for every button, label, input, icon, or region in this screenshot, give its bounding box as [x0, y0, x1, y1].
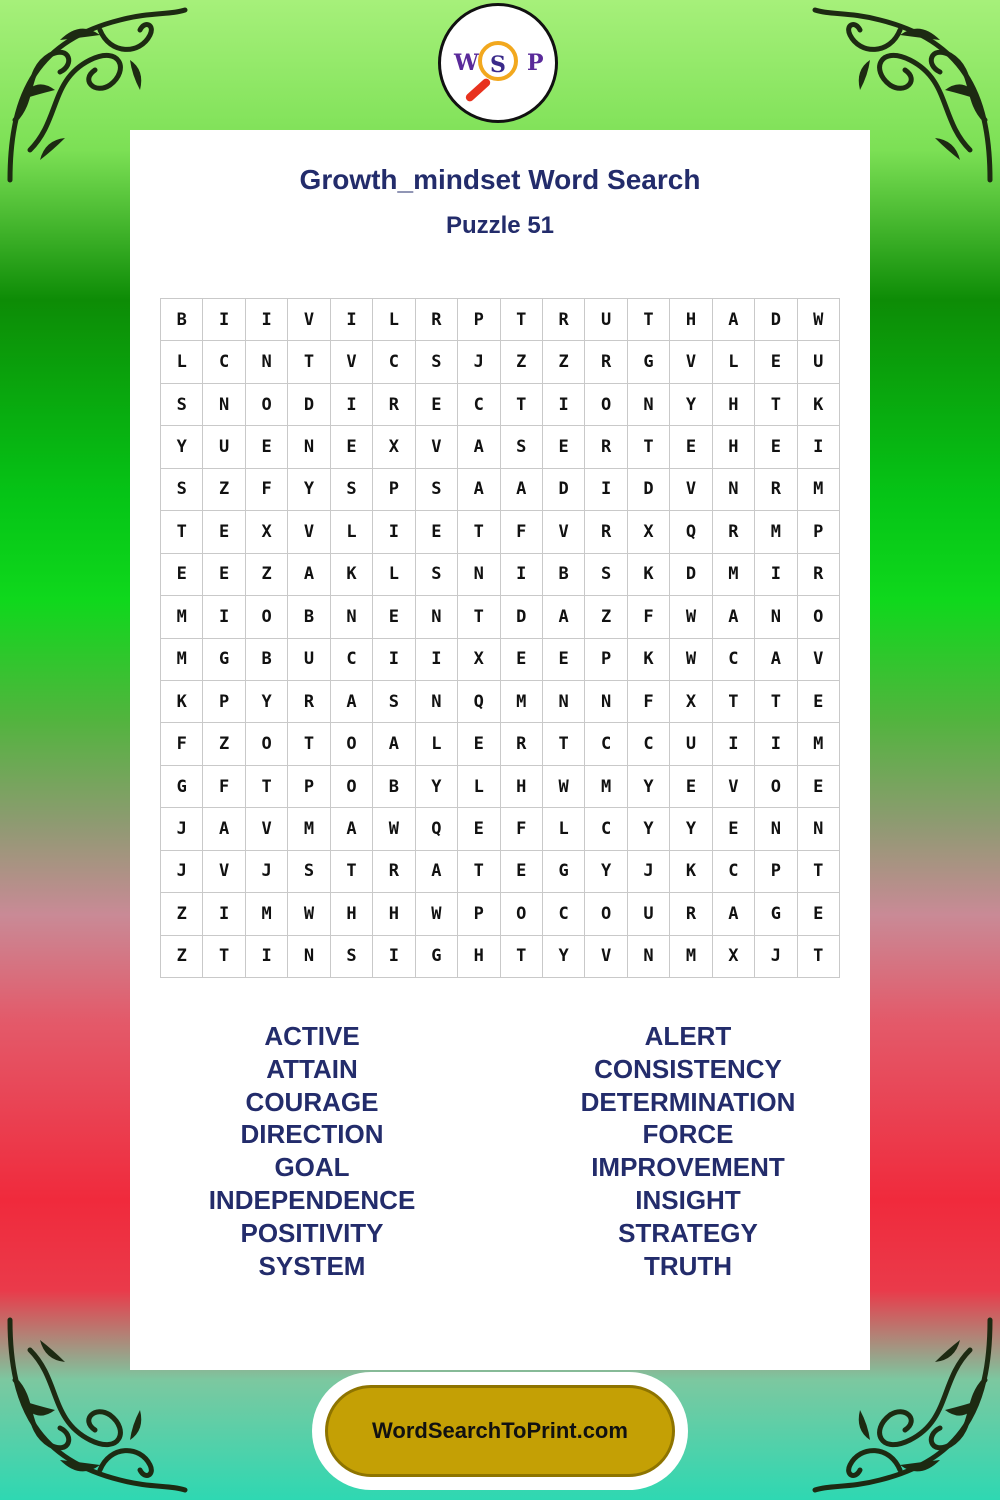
word-list-item: SYSTEM	[258, 1250, 366, 1281]
grid-cell[interactable]: A	[203, 808, 245, 850]
word-list-item: DETERMINATION	[580, 1086, 796, 1117]
grid-cell[interactable]: O	[585, 384, 627, 426]
letter-grid	[160, 298, 840, 978]
grid-cell[interactable]: P	[755, 851, 797, 893]
grid-cell[interactable]: M	[755, 511, 797, 553]
grid-cell[interactable]: E	[543, 639, 585, 681]
grid-cell[interactable]: O	[501, 893, 543, 935]
grid-cell[interactable]: L	[373, 299, 415, 341]
grid-cell[interactable]: J	[246, 851, 288, 893]
grid-cell[interactable]: T	[755, 384, 797, 426]
grid-cell[interactable]: T	[501, 384, 543, 426]
grid-cell[interactable]: D	[755, 299, 797, 341]
grid-cell[interactable]: T	[203, 936, 245, 978]
grid-cell[interactable]: S	[373, 681, 415, 723]
grid-cell[interactable]: P	[458, 893, 500, 935]
grid-cell[interactable]: J	[755, 936, 797, 978]
grid-cell[interactable]: R	[585, 511, 627, 553]
grid-cell[interactable]: N	[416, 596, 458, 638]
website-link-button[interactable]: WordSearchToPrint.com	[325, 1385, 675, 1477]
word-list-item: ALERT	[644, 1021, 732, 1051]
grid-cell[interactable]: F	[246, 469, 288, 511]
grid-cell[interactable]: J	[628, 851, 670, 893]
grid-cell[interactable]: Q	[458, 681, 500, 723]
grid-cell[interactable]: V	[798, 639, 840, 681]
grid-cell[interactable]: P	[203, 681, 245, 723]
grid-cell[interactable]: N	[458, 554, 500, 596]
grid-cell[interactable]: K	[670, 851, 712, 893]
grid-cell[interactable]: O	[755, 766, 797, 808]
grid-cell[interactable]: A	[458, 469, 500, 511]
grid-cell[interactable]: M	[288, 808, 330, 850]
grid-cell[interactable]: N	[331, 596, 373, 638]
grid-cell[interactable]: Y	[288, 469, 330, 511]
grid-cell[interactable]: G	[543, 851, 585, 893]
grid-cell[interactable]: S	[288, 851, 330, 893]
grid-cell[interactable]: E	[670, 766, 712, 808]
grid-cell[interactable]: P	[585, 639, 627, 681]
grid-cell[interactable]: S	[331, 936, 373, 978]
grid-cell[interactable]: F	[628, 681, 670, 723]
grid-cell[interactable]: T	[628, 299, 670, 341]
word-list-item: COURAGE	[245, 1086, 379, 1117]
grid-cell[interactable]: M	[585, 766, 627, 808]
word-list-item: TRUTH	[643, 1250, 733, 1281]
grid-cell[interactable]: S	[416, 469, 458, 511]
grid-cell[interactable]: B	[161, 299, 203, 341]
grid-cell[interactable]: N	[585, 681, 627, 723]
grid-cell[interactable]: A	[713, 893, 755, 935]
grid-cell[interactable]: C	[203, 341, 245, 383]
grid-cell[interactable]: E	[798, 766, 840, 808]
grid-cell[interactable]: W	[373, 808, 415, 850]
grid-cell[interactable]: I	[416, 639, 458, 681]
grid-cell[interactable]: V	[331, 341, 373, 383]
grid-cell[interactable]: E	[798, 893, 840, 935]
grid-cell[interactable]: E	[458, 808, 500, 850]
grid-cell[interactable]: C	[373, 341, 415, 383]
grid-cell[interactable]: Y	[246, 681, 288, 723]
puzzle-number: Puzzle 51	[445, 212, 555, 239]
grid-cell[interactable]: P	[798, 511, 840, 553]
grid-cell[interactable]: I	[585, 469, 627, 511]
word-list-item: GOAL	[274, 1152, 350, 1183]
grid-cell[interactable]: M	[713, 554, 755, 596]
grid-cell[interactable]: H	[373, 893, 415, 935]
grid-cell[interactable]: L	[543, 808, 585, 850]
grid-cell[interactable]: W	[288, 893, 330, 935]
grid-cell[interactable]: P	[288, 766, 330, 808]
grid-cell[interactable]: L	[458, 766, 500, 808]
grid-cell[interactable]: Z	[246, 554, 288, 596]
grid-cell[interactable]: N	[755, 808, 797, 850]
grid-cell[interactable]: G	[416, 936, 458, 978]
grid-cell[interactable]: F	[161, 723, 203, 765]
grid-cell[interactable]: A	[288, 554, 330, 596]
grid-cell[interactable]: I	[543, 384, 585, 426]
grid-cell[interactable]: C	[585, 723, 627, 765]
grid-cell[interactable]: I	[246, 936, 288, 978]
grid-cell[interactable]: Y	[628, 766, 670, 808]
logo-letter-w: W	[454, 50, 479, 76]
grid-cell[interactable]: V	[670, 469, 712, 511]
grid-cell[interactable]: M	[798, 723, 840, 765]
grid-cell[interactable]: T	[501, 299, 543, 341]
grid-cell[interactable]: F	[628, 596, 670, 638]
grid-cell[interactable]: S	[416, 341, 458, 383]
grid-cell[interactable]: Z	[543, 341, 585, 383]
grid-cell[interactable]: P	[373, 469, 415, 511]
grid-cell[interactable]: N	[755, 596, 797, 638]
grid-cell[interactable]: K	[161, 681, 203, 723]
grid-cell[interactable]: G	[628, 341, 670, 383]
grid-cell[interactable]: L	[373, 554, 415, 596]
grid-cell[interactable]: T	[458, 851, 500, 893]
grid-cell[interactable]: E	[755, 341, 797, 383]
grid-cell[interactable]: M	[161, 596, 203, 638]
grid-cell[interactable]: Z	[203, 723, 245, 765]
grid-cell[interactable]: R	[416, 299, 458, 341]
grid-cell[interactable]: T	[246, 766, 288, 808]
grid-cell[interactable]: V	[288, 299, 330, 341]
grid-cell[interactable]: T	[755, 681, 797, 723]
grid-cell[interactable]: K	[331, 554, 373, 596]
grid-cell[interactable]: X	[628, 511, 670, 553]
grid-cell[interactable]: U	[670, 723, 712, 765]
word-list-item: IMPROVEMENT	[591, 1152, 785, 1183]
grid-cell[interactable]: H	[713, 384, 755, 426]
grid-cell[interactable]: Z	[161, 893, 203, 935]
grid-cell[interactable]: C	[713, 851, 755, 893]
grid-cell[interactable]: U	[798, 341, 840, 383]
grid-cell[interactable]: T	[288, 341, 330, 383]
grid-cell[interactable]: E	[798, 681, 840, 723]
grid-cell[interactable]: B	[373, 766, 415, 808]
grid-cell[interactable]: E	[416, 384, 458, 426]
grid-cell[interactable]: A	[713, 596, 755, 638]
grid-cell[interactable]: D	[543, 469, 585, 511]
grid-cell[interactable]: X	[373, 426, 415, 468]
grid-cell[interactable]: I	[203, 596, 245, 638]
grid-cell[interactable]: V	[713, 766, 755, 808]
grid-cell[interactable]: Z	[585, 596, 627, 638]
grid-cell[interactable]: U	[288, 639, 330, 681]
grid-cell[interactable]: C	[458, 384, 500, 426]
grid-cell[interactable]: R	[288, 681, 330, 723]
grid-cell[interactable]: X	[713, 936, 755, 978]
grid-cell[interactable]: L	[713, 341, 755, 383]
wsp-logo	[438, 3, 558, 123]
grid-cell[interactable]: V	[288, 511, 330, 553]
word-list-item: ATTAIN	[266, 1053, 358, 1084]
word-list-right	[538, 1020, 838, 1282]
grid-cell[interactable]: P	[458, 299, 500, 341]
grid-cell[interactable]: G	[203, 639, 245, 681]
grid-cell[interactable]: U	[628, 893, 670, 935]
grid-cell[interactable]: D	[628, 469, 670, 511]
grid-cell[interactable]: A	[373, 723, 415, 765]
grid-cell[interactable]: E	[331, 426, 373, 468]
grid-cell[interactable]: X	[246, 511, 288, 553]
grid-cell[interactable]: Z	[501, 341, 543, 383]
grid-cell[interactable]: Z	[203, 469, 245, 511]
grid-cell[interactable]: T	[458, 596, 500, 638]
grid-cell[interactable]: E	[203, 554, 245, 596]
grid-cell[interactable]: U	[203, 426, 245, 468]
grid-cell[interactable]: E	[161, 554, 203, 596]
grid-cell[interactable]: H	[713, 426, 755, 468]
word-list-left	[162, 1020, 462, 1282]
grid-cell[interactable]: W	[416, 893, 458, 935]
grid-cell[interactable]: K	[628, 639, 670, 681]
grid-cell[interactable]: I	[798, 426, 840, 468]
grid-cell[interactable]: R	[501, 723, 543, 765]
word-list-item: POSITIVITY	[240, 1217, 384, 1248]
grid-cell[interactable]: K	[798, 384, 840, 426]
grid-cell[interactable]: E	[416, 511, 458, 553]
grid-cell[interactable]: D	[501, 596, 543, 638]
grid-cell[interactable]: I	[373, 936, 415, 978]
grid-cell[interactable]: V	[585, 936, 627, 978]
grid-cell[interactable]: T	[331, 851, 373, 893]
grid-cell[interactable]: K	[628, 554, 670, 596]
grid-cell[interactable]: W	[543, 766, 585, 808]
grid-cell[interactable]: O	[246, 596, 288, 638]
grid-cell[interactable]: M	[161, 639, 203, 681]
grid-cell[interactable]: N	[203, 384, 245, 426]
grid-cell[interactable]: I	[755, 723, 797, 765]
grid-cell[interactable]: E	[501, 851, 543, 893]
grid-cell[interactable]: O	[331, 766, 373, 808]
grid-cell[interactable]: A	[713, 299, 755, 341]
grid-cell[interactable]: E	[246, 426, 288, 468]
grid-cell[interactable]: E	[203, 511, 245, 553]
grid-cell[interactable]: B	[288, 596, 330, 638]
grid-cell[interactable]: A	[331, 681, 373, 723]
grid-cell[interactable]: J	[458, 341, 500, 383]
grid-cell[interactable]: J	[161, 851, 203, 893]
grid-cell[interactable]: F	[203, 766, 245, 808]
grid-cell[interactable]: C	[543, 893, 585, 935]
grid-cell[interactable]: H	[501, 766, 543, 808]
grid-cell[interactable]: Q	[416, 808, 458, 850]
grid-cell[interactable]: I	[373, 511, 415, 553]
grid-cell[interactable]: Y	[416, 766, 458, 808]
grid-cell[interactable]: E	[755, 426, 797, 468]
grid-cell[interactable]: O	[246, 723, 288, 765]
grid-cell[interactable]: W	[670, 596, 712, 638]
grid-cell[interactable]: E	[373, 596, 415, 638]
grid-cell[interactable]: E	[458, 723, 500, 765]
grid-cell[interactable]: L	[161, 341, 203, 383]
grid-cell[interactable]: T	[458, 511, 500, 553]
grid-cell[interactable]: V	[246, 808, 288, 850]
grid-cell[interactable]: O	[331, 723, 373, 765]
grid-cell[interactable]: R	[713, 511, 755, 553]
grid-cell[interactable]: H	[331, 893, 373, 935]
word-list-item: ACTIVE	[264, 1021, 360, 1051]
word-list-item: FORCE	[642, 1119, 734, 1150]
grid-cell[interactable]: J	[161, 808, 203, 850]
grid-cell[interactable]: I	[203, 299, 245, 341]
grid-cell[interactable]: N	[628, 384, 670, 426]
grid-cell[interactable]: R	[755, 469, 797, 511]
grid-cell[interactable]: M	[501, 681, 543, 723]
grid-cell[interactable]: C	[585, 808, 627, 850]
grid-cell[interactable]: V	[203, 851, 245, 893]
grid-cell[interactable]: I	[331, 299, 373, 341]
grid-cell[interactable]: V	[543, 511, 585, 553]
grid-cell[interactable]: Y	[543, 936, 585, 978]
grid-cell[interactable]: H	[458, 936, 500, 978]
grid-cell[interactable]: S	[161, 384, 203, 426]
grid-cell[interactable]: W	[798, 299, 840, 341]
word-list-item: INDEPENDENCE	[208, 1184, 416, 1215]
word-list-item: CONSISTENCY	[594, 1053, 782, 1084]
grid-cell[interactable]: V	[670, 341, 712, 383]
grid-cell[interactable]: Y	[628, 808, 670, 850]
grid-cell[interactable]: D	[670, 554, 712, 596]
word-list-item: INSIGHT	[635, 1184, 741, 1215]
grid-cell[interactable]: T	[288, 723, 330, 765]
grid-cell[interactable]: B	[543, 554, 585, 596]
grid-cell[interactable]: N	[416, 681, 458, 723]
grid-cell[interactable]: V	[416, 426, 458, 468]
grid-cell[interactable]: Q	[670, 511, 712, 553]
grid-cell[interactable]: N	[288, 426, 330, 468]
grid-cell[interactable]: A	[416, 851, 458, 893]
word-list-item: DIRECTION	[240, 1119, 384, 1150]
grid-cell[interactable]: W	[670, 639, 712, 681]
grid-cell[interactable]: T	[543, 723, 585, 765]
grid-cell[interactable]: S	[501, 426, 543, 468]
grid-cell[interactable]: T	[628, 426, 670, 468]
grid-cell[interactable]: S	[585, 554, 627, 596]
grid-cell[interactable]: E	[713, 808, 755, 850]
grid-cell[interactable]: O	[798, 596, 840, 638]
grid-cell[interactable]: S	[416, 554, 458, 596]
grid-cell[interactable]: Y	[670, 384, 712, 426]
grid-cell[interactable]: G	[161, 766, 203, 808]
grid-cell[interactable]: I	[373, 639, 415, 681]
grid-cell[interactable]: T	[798, 851, 840, 893]
grid-cell[interactable]: D	[288, 384, 330, 426]
grid-cell[interactable]: T	[713, 681, 755, 723]
grid-cell[interactable]: N	[246, 341, 288, 383]
grid-cell[interactable]: H	[670, 299, 712, 341]
grid-cell[interactable]: M	[246, 893, 288, 935]
grid-cell[interactable]: I	[246, 299, 288, 341]
grid-cell[interactable]: S	[161, 469, 203, 511]
grid-cell[interactable]: Z	[161, 936, 203, 978]
grid-cell[interactable]: G	[755, 893, 797, 935]
grid-cell[interactable]: A	[543, 596, 585, 638]
grid-cell[interactable]: M	[798, 469, 840, 511]
grid-cell[interactable]: A	[458, 426, 500, 468]
grid-cell[interactable]: A	[501, 469, 543, 511]
grid-cell[interactable]: I	[755, 554, 797, 596]
grid-cell[interactable]: N	[713, 469, 755, 511]
grid-cell[interactable]: L	[416, 723, 458, 765]
grid-cell[interactable]: L	[331, 511, 373, 553]
grid-cell[interactable]: A	[331, 808, 373, 850]
grid-cell[interactable]: R	[670, 893, 712, 935]
grid-cell[interactable]: M	[670, 936, 712, 978]
logo-letter-s: S	[490, 52, 506, 78]
grid-cell[interactable]: T	[501, 936, 543, 978]
magnifier-handle-icon	[464, 77, 492, 103]
grid-cell[interactable]: C	[331, 639, 373, 681]
logo-letter-p: P	[527, 50, 544, 76]
grid-cell[interactable]: F	[501, 511, 543, 553]
word-list-item: STRATEGY	[618, 1217, 758, 1248]
grid-cell[interactable]: N	[798, 808, 840, 850]
grid-cell[interactable]: X	[458, 639, 500, 681]
grid-cell[interactable]: R	[798, 554, 840, 596]
grid-cell[interactable]: Y	[670, 808, 712, 850]
grid-cell[interactable]: C	[628, 723, 670, 765]
grid-cell[interactable]: S	[331, 469, 373, 511]
grid-cell[interactable]: E	[670, 426, 712, 468]
grid-cell[interactable]: Y	[161, 426, 203, 468]
grid-cell[interactable]: O	[246, 384, 288, 426]
grid-cell[interactable]: O	[585, 893, 627, 935]
grid-cell[interactable]: A	[755, 639, 797, 681]
grid-cell[interactable]: F	[501, 808, 543, 850]
grid-cell[interactable]: T	[161, 511, 203, 553]
grid-cell[interactable]: N	[628, 936, 670, 978]
grid-cell[interactable]: R	[585, 341, 627, 383]
grid-cell[interactable]: T	[798, 936, 840, 978]
grid-cell[interactable]: I	[713, 723, 755, 765]
grid-cell[interactable]: R	[373, 384, 415, 426]
grid-cell[interactable]: B	[246, 639, 288, 681]
grid-cell[interactable]: E	[543, 426, 585, 468]
grid-cell[interactable]: R	[373, 851, 415, 893]
grid-cell[interactable]: I	[501, 554, 543, 596]
grid-cell[interactable]: R	[543, 299, 585, 341]
grid-cell[interactable]: X	[670, 681, 712, 723]
grid-cell[interactable]: N	[543, 681, 585, 723]
grid-cell[interactable]: R	[585, 426, 627, 468]
grid-cell[interactable]: E	[501, 639, 543, 681]
grid-cell[interactable]: Y	[585, 851, 627, 893]
page-title: Growth_mindset Word Search	[299, 164, 701, 195]
grid-cell[interactable]: C	[713, 639, 755, 681]
grid-cell[interactable]: I	[203, 893, 245, 935]
grid-cell[interactable]: U	[585, 299, 627, 341]
grid-cell[interactable]: N	[288, 936, 330, 978]
grid-cell[interactable]: I	[331, 384, 373, 426]
puzzle-card	[130, 130, 870, 1370]
